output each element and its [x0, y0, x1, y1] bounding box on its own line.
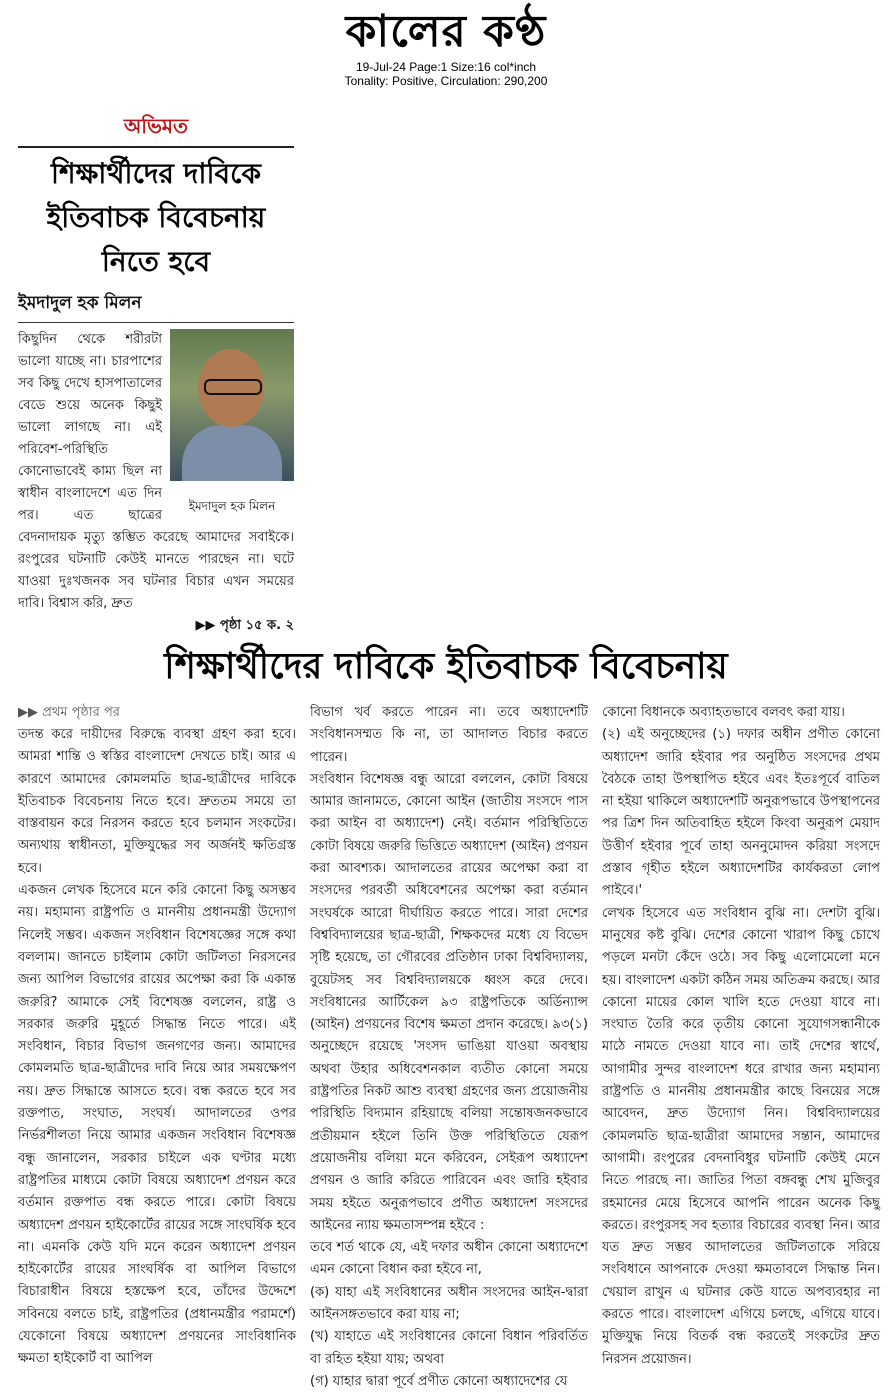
clip-meta-line1: 19-Jul-24 Page:1 Size:16 col*inch — [355, 60, 537, 74]
article-body-text: কিছুদিন থেকে শরীরটা ভালো যাচ্ছে না। চারপাশের সব কিছু দেখে হাসপাতালের বেডে শুয়ে অনেক কিছুই ভালো লাগছে না। এই পরিবেশ-পরিস্থিতি কোনোভাবেই কাম্য ছিল না স্বাধীন বাংলাদেশে এত দিন পর। এত ছাত্রের বেদনাদায়ক মৃত্যু স্তম্ভিত করেছে আমাদের সবাইকে। রংপুরের ঘটনাটি কেউই মানতে পারছেন না। ঘটে যাওয়া দুঃখজনক সব ঘটনার বিচার এখন সময়ের দাবি। বিশ্বাস করি, দ্রুত — [18, 332, 294, 611]
paragraph: (ক) যাহা এই সংবিধানের অধীন সংসদের আইন-দ্বারা আইনসঙ্গতভাবে করা যায় না; — [310, 1284, 588, 1323]
photo-caption: ইমদাদুল হক মিলন — [188, 499, 276, 513]
paragraph: (২) এই অনুচ্ছেদের (১) দফার অধীন প্রণীত কোনো অধ্যাদেশ জারি হইবার পর অনুষ্ঠিত সংসদের প্রথম বৈঠকে তাহা উপস্থাপিত হইবে এবং ইতঃপূর্বে বাতিল না হইয়া থাকিলে অধ্যাদেশটি অনুরূপভাবে উপস্থাপনের পর ত্রিশ দিন অতিবাহিত হইলে কিংবা অনুরূপ মেয়াদ উত্তীর্ণ হইবার পূর্বে তাহা অননুমোদন করিয়া সংসদে প্রস্তাব গৃহীত হইলে অধ্যাদেশটির কার্যকরতা লোপ পাইবে।' — [602, 727, 880, 899]
paragraph: বিভাগ খর্ব করতে পারেন না। তবে অধ্যাদেশটি সংবিধানসম্মত কি না, তা আদালত বিচার করতে পারেন। — [310, 705, 588, 765]
column-1 — [18, 702, 296, 1393]
newspaper-logo: কালের কণ্ঠ — [345, 6, 547, 57]
article-columns — [18, 702, 882, 1393]
masthead — [0, 4, 892, 88]
author-photo — [170, 329, 294, 481]
photo-shirt-shape — [182, 425, 282, 481]
front-page-clip — [18, 108, 294, 637]
paragraph: কোনো বিধানকে অব্যাহতভাবে বলবৎ করা যায়। — [602, 705, 845, 720]
author-photo-box — [170, 329, 294, 519]
column-2 — [310, 702, 588, 1393]
paragraph: তবে শর্ত থাকে যে, এই দফার অধীন কোনো অধ্যাদেশে এমন কোনো বিধান করা হইবে না, — [310, 1240, 588, 1278]
section-label: অভিমত — [123, 114, 189, 138]
headline-line-3: নিতে হবে — [101, 245, 211, 278]
divider — [18, 146, 294, 148]
paragraph: (গ) যাহার দ্বারা পূর্বে প্রণীত কোনো অধ্যাদেশের যে — [310, 1373, 568, 1389]
divider — [18, 322, 294, 323]
paragraph: (খ) যাহাতে এই সংবিধানের কোনো বিধান পরিবর্তিত বা রহিত হইয়া যায়; অথবা — [310, 1329, 588, 1367]
paragraph: সংবিধান বিশেষজ্ঞ বন্ধু আরো বললেন, কোটা বিষয়ে আমার জানামতে, কোনো আইন (জাতীয় সংসদে পাস করা আইন বা অধ্যাদেশ) নেই। বর্তমান পরিস্থিতিতে কোটা বিষয়ে জরুরি ভিত্তিতে অধ্যাদেশ (আইন) প্রণয়ন করা আবশ্যক। আদালতের রায়ের অপেক্ষা করা বা সংসদের পরবর্তী অধিবেশনের অপেক্ষা করা বর্তমান সংঘর্ষকে আরো দীর্ঘায়িত করতে পারে। সারা দেশের বিশ্ববিদ্যালয়ের ছাত্র-ছাত্রী, শিক্ষকদের মধ্যে যে বিভেদ সৃষ্টি হয়েছে, তা গৌরবের প্রতিষ্ঠান ঢাকা বিশ্ববিদ্যালয়, বুয়েটসহ সব বিশ্ববিদ্যালয়কে ধ্বংস করে দেবে। সংবিধানের আর্টিকেল ৯৩ রাষ্ট্রপতিকে অর্ডিন্যান্স (আইন) প্রণয়নের বিশেষ ক্ষমতা প্রদান করেছে। ৯৩(১) অনুচ্ছেদে রয়েছে 'সংসদ ভাঙিয়া যাওয়া অবস্থায় অথবা উহার অধিবেশনকাল ব্যতীত কোনো সময়ে রাষ্ট্রপতির নিকট আশু ব্যবস্থা গ্রহণের জন্য প্রয়োজনীয় পরিস্থিতি বিদ্যমান রহিয়াছে বলিয়া সন্তোষজনকভাবে প্রতীয়মান হইলে তিনি উক্ত পরিস্থিতিতে যেরূপ প্রয়োজনীয় বলিয়া মনে করিবেন, সেইরূপ অধ্যাদেশ প্রণয়ন ও জারি করিতে পারিবেন এবং জারি হইবার সময় হইতে অনুরূপভাবে প্রণীত অধ্যাদেশ সংসদের আইনের ন্যায় ক্ষমতাসম্পন্ন হইবে : — [310, 771, 588, 1233]
author-byline: ইমদাদুল হক মিলন — [18, 293, 142, 313]
headline-line-2: ইতিবাচক বিবেচনায় — [46, 201, 266, 234]
paragraph: তদন্ত করে দায়ীদের বিরুদ্ধে ব্যবস্থা গ্রহণ করা হবে। আমরা শান্তি ও স্বস্তির বাংলাদেশ দেখতে চাই। আর এ কারণে আমাদের কোমলমতি ছাত্র-ছাত্রীদের দাবিকে ইতিবাচক বিবেচনায় নিতে হবে। দ্রুততম সময়ে তা বাস্তবায়ন করে নিরসন করতে হবে চলমান সংকটের। অন্যথায় স্বাধীনতা, মুক্তিযুদ্ধের সব অর্জনই ক্ষতিগ্রস্ত হবে। — [18, 727, 296, 876]
article-body — [18, 329, 294, 615]
photo-glasses-shape — [204, 379, 262, 395]
clip-meta-line2: Tonality: Positive, Circulation: 290,200 — [344, 74, 548, 88]
continued-reference: ▶▶ পৃষ্ঠা ১৫ ক. ২ — [195, 618, 294, 633]
headline-line-1: শিক্ষার্থীদের দাবিকে — [51, 157, 261, 190]
article-headline — [18, 152, 294, 284]
paragraph: লেখক হিসেবে এত সংবিধান বুঝি না। দেশটা বুঝি। মানুষের কষ্ট বুঝি। দেশের কোনো খারাপ কিছু চোখে পড়লে মনটা কেঁদে ওঠে। সব কিছু এলোমেলো মনে হয়। বাংলাদেশ একটা কঠিন সময় অতিক্রম করছে। আর কোনো মায়ের কোল খালি হতে দেওয়া যাবে না। সংঘাত তৈরি করে তৃতীয় কোনো সুযোগসন্ধানীকে মাঠে নামতে দেওয়া যাবে না। তাই দেশের স্বার্থে, আগামীর সুন্দর বাংলাদেশ ধরে রাখার জন্য মহামান্য রাষ্ট্রপতি ও মাননীয় প্রধানমন্ত্রীর কাছে বিনয়ের সঙ্গে আবেদন, দ্রুত উদ্যোগ নিন। বিশ্ববিদ্যালয়ের কোমলমতি ছাত্র-ছাত্রীরা আমাদের সন্তান, আমাদের আগামী। রংপুরের বেদনাবিধুর ঘটনাটি কেউই মেনে নিতে পারছে না। জাতির পিতা বঙ্গবন্ধু শেখ মুজিবুর রহমানের মেয়ে হিসেবে আপনি পারেন অনেক কিছু করতে। রংপুরসহ সব হত্যার বিচারের ব্যবস্থা নিন। আর যত দ্রুত সম্ভব আদালতের জটিলতাকে সরিয়ে সংবিধানে আপনাকে দেওয়া ক্ষমতাবলে সিদ্ধান্ত নিন। খেয়াল রাখুন এ ঘটনার কেউ যাতে অপব্যবহার না করতে পারে। বাংলাদেশ এগিয়ে চলছে, এগিয়ে যাবে। মুক্তিযুদ্ধ নিয়ে বিতর্ক বন্ধ করতেই সংকটের দ্রুত নিরসন প্রয়োজন। — [602, 905, 880, 1367]
jump-headline: শিক্ষার্থীদের দাবিকে ইতিবাচক বিবেচনায় — [164, 645, 728, 687]
from-page-reference: ▶▶ প্রথম পৃষ্ঠার পর — [18, 705, 120, 720]
column-3 — [602, 702, 880, 1393]
jump-page-clip — [0, 640, 892, 1389]
paragraph: একজন লেখক হিসেবে মনে করি কোনো কিছু অসম্ভব নয়। মহামান্য রাষ্ট্রপতি ও মাননীয় প্রধানমন্ত্রী উদ্যোগ নিলেই সম্ভব। একজন সংবিধান বিশেষজ্ঞের সঙ্গে কথা বললাম। জানতে চাইলাম কোটা জটিলতা নিরসনের জন্য আপিল বিভাগের রায়ের অপেক্ষা করা কি একান্ত জরুরি? আমাকে সেই বিশেষজ্ঞ বললেন, রাষ্ট্র ও সরকার জরুরি মুহূর্তে সিদ্ধান্ত নিতে পারে। এই সংবিধান, বিচার বিভাগ জনগণের জন্য। আমাদের কোমলমতি ছাত্র-ছাত্রীদের দাবি নিয়ে আর সময়ক্ষেপণ নয়। দ্রুত সিদ্ধান্তে আসতে হবে। বন্ধ করতে হবে সব রক্তপাত, সংঘাত, সংঘর্ষ। আদালতের ওপর নির্ভরশীলতা নিয়ে আমার একজন সংবিধান বিশেষজ্ঞ বন্ধু জানালেন, সরকার চাইলে এক ঘণ্টার মধ্যে রাষ্ট্রপতির মাধ্যমে কোটা বিষয়ে অধ্যাদেশ প্রণয়ন করে বর্তমান রক্তপাত বন্ধ করতে পারে। কোটা বিষয়ে অধ্যাদেশ প্রণয়ন হাইকোর্টের রায়ের সঙ্গে সাংঘর্ষিক হবে না। এমনকি কেউ যদি মনে করেন অধ্যাদেশ প্রণয়ন হাইকোর্টের রায়ের সাংঘর্ষিক বা আপিল বিভাগে বিচারাধীন বিষয়ে হস্তক্ষেপ হবে, তাঁদের উদ্দেশে সবিনয়ে বলতে চাই, রাষ্ট্রপতির (প্রধানমন্ত্রীর পরামর্শে) যেকোনো বিষয়ে অধ্যাদেশ প্রণয়নের সাংবিধানিক ক্ষমতা হাইকোর্ট বা আপিল — [18, 883, 296, 1367]
